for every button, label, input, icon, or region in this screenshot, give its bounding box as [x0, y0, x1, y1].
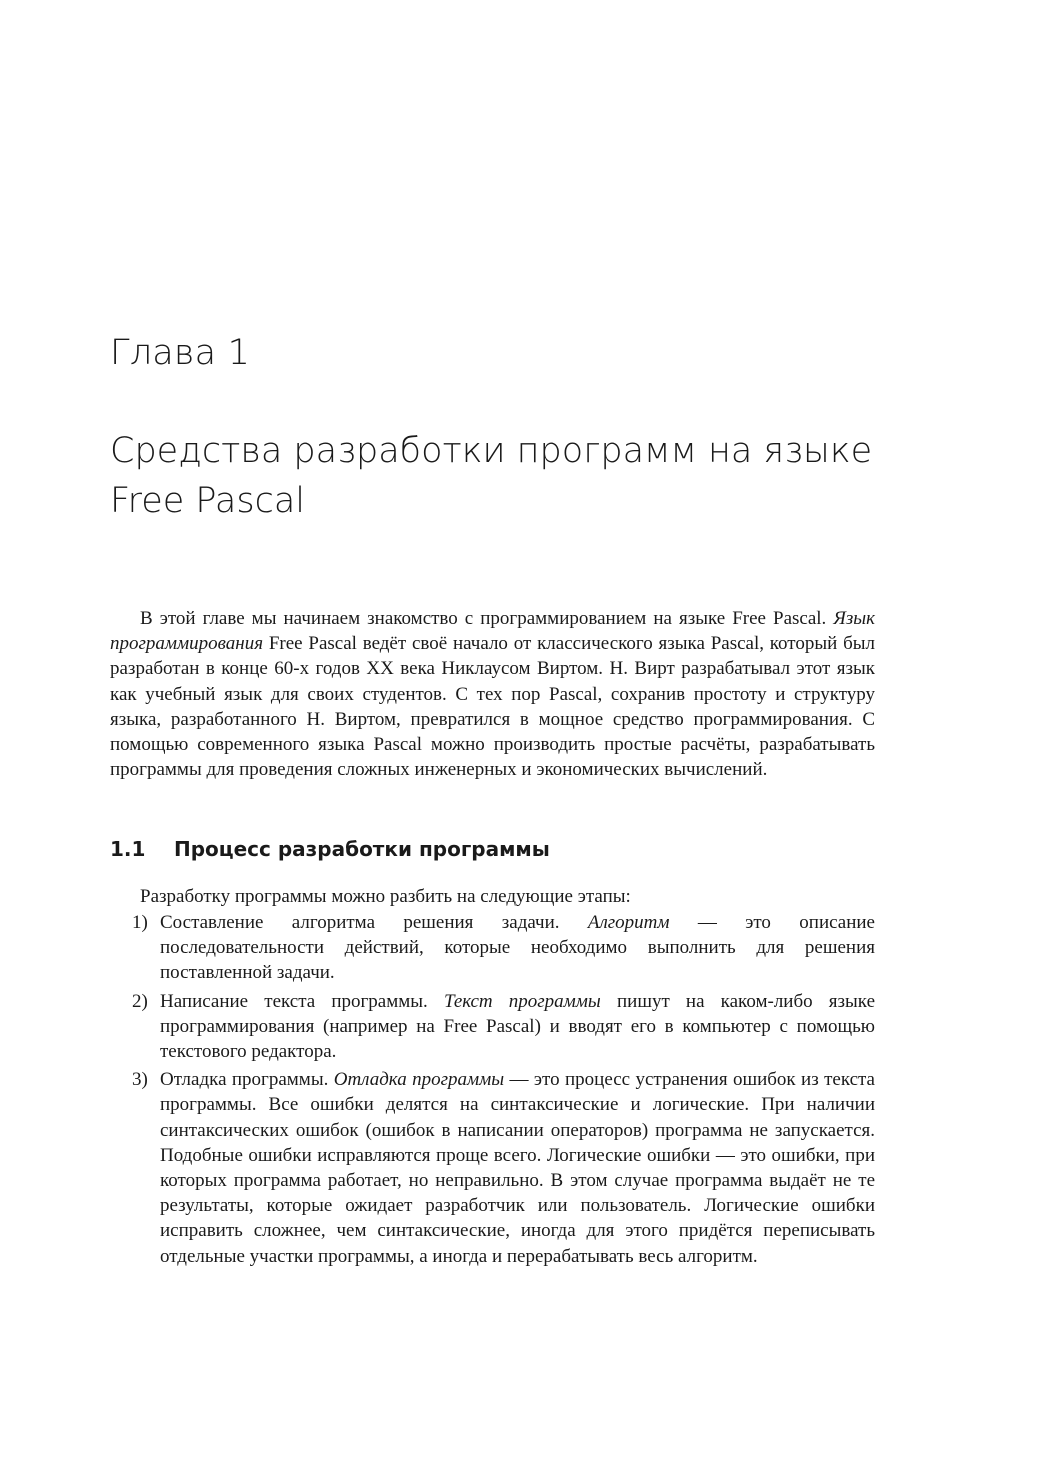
section-title: Процесс разработки программы — [174, 837, 550, 861]
chapter-label: Глава 1 — [110, 333, 251, 373]
list-item — [110, 1067, 875, 1269]
step-text: Написание текста программы. — [160, 990, 444, 1012]
step-text-rest: — это описание последовательности действий, которые необходимо выполнить для решения поставленной задачи. — [160, 912, 875, 984]
step-term: Отладка программы — [333, 1069, 505, 1091]
intro-text-start: В этой главе мы начинаем знакомство с программированием на языке Free Pascal. — [140, 608, 834, 629]
list-item — [110, 910, 875, 986]
step-text-rest: — это процесс устранения ошибок из текста программы. Все ошибки делятся на синтаксические и логические. При наличии синтаксических ошибок (ошибок в написании операторов) программа не запускается. Подобные ошибки исправляются проще всего. Логические ошибки — это ошибки, при которых программа работает, но неправильно. В этом случае программа выдаёт не те результаты, которые ожидает разработчик или пользователь. Логические ошибки исправить сложнее, чем синтаксические, иногда для этого придётся переписывать отдельные участки программы, а иногда и перерабатывать весь алгоритм. — [160, 1069, 875, 1267]
section-heading — [110, 837, 550, 861]
section-number: 1.1 — [110, 837, 146, 861]
step-number: 2) — [132, 990, 148, 1012]
step-number: 1) — [132, 912, 148, 933]
steps-list — [110, 910, 875, 1272]
step-term: Текст программы — [443, 990, 601, 1012]
step-text: Составление алгоритма решения задачи. — [160, 912, 588, 933]
intro-paragraph — [110, 606, 875, 782]
section-lead: Разработку программы можно разбить на следующие этапы: — [140, 886, 631, 907]
step-text: Отладка программы. — [160, 1069, 334, 1091]
step-text-rest: пишут на каком-либо языке программирования (например на Free Pascal) и вводят его в компьютер с помощью текстового редактора. — [160, 990, 875, 1063]
chapter-title: Средства разработки программ на языке Free Pascal — [110, 431, 873, 521]
intro-term-programming-language: Язык программирования — [110, 608, 875, 655]
step-number: 3) — [132, 1069, 148, 1091]
step-term: Алгоритм — [587, 912, 670, 933]
list-item — [110, 989, 875, 1065]
intro-text-rest: Free Pascal ведёт своё начало от классического языка Pascal, который был разработан в конце 60-х годов XX века Никлаусом Виртом. Н. Вирт разрабатывал этот язык как учебный язык для своих студентов. С тех пор Pascal, сохранив простоту и структуру языка, разработанного Н. Виртом, превратился в мощное средство программирования. С помощью современного языка Pascal можно производить простые расчёты, разрабатывать программы для проведения сложных инженерных и экономических вычислений. — [110, 633, 875, 781]
